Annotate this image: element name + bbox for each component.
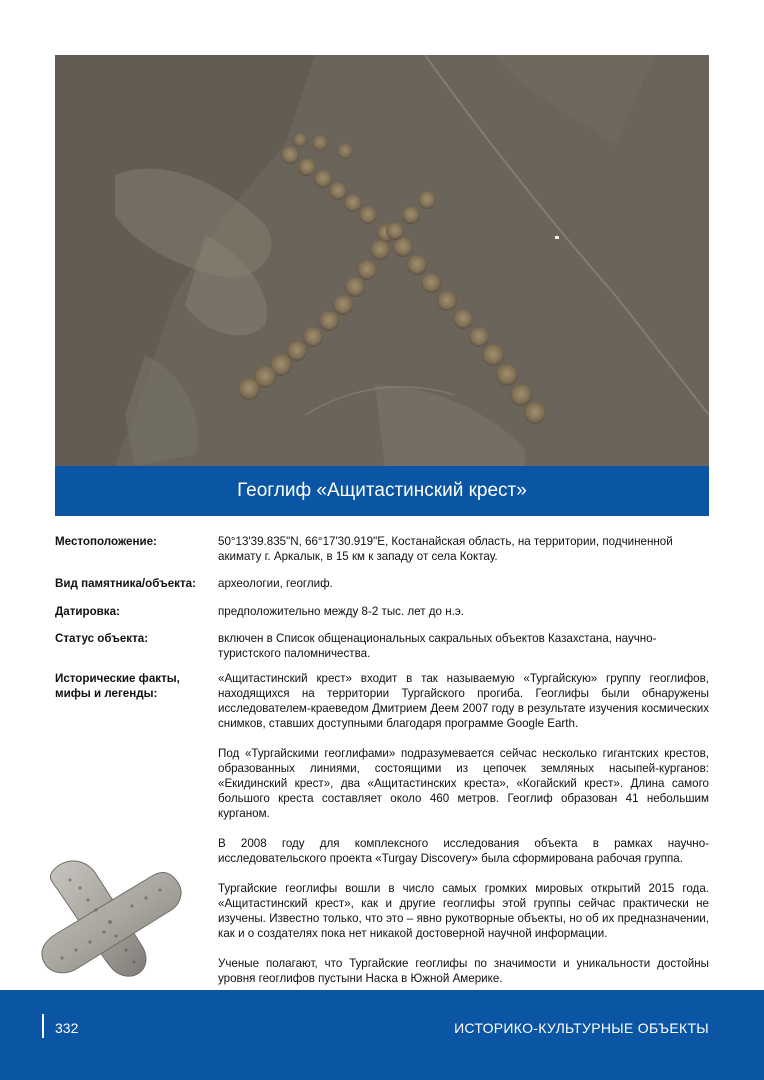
history-text [218,671,709,986]
history-paragraph: Под «Тургайскими геоглифами» подразумевается сейчас несколько гигантских крестов, образованных линиями, состоящими из цепочек земляных насыпей-курганов: «Екидинский крест», два «Ащитастинских креста», «Когайский крест». Длина самого большого креста составляет около 460 метров. Геоглиф образован 41 небольшим курганом. [218,747,709,820]
page-number: 332 [55,1020,79,1036]
geoglyph-aerial-image [55,55,709,466]
history-paragraph: Ученые полагают, что Тургайские геоглифы по значимости и уникальности достойны уровня геоглифов пустыни Наска в Южной Америке. [218,957,709,985]
footer [0,990,764,1080]
field-label: Вид памятника/объекта: [55,577,196,590]
field-value: 50°13'39.835"N, 66°17'30.919"E, Костанайская область, на территории, подчиненной акимату г. Аркалык, в 15 км к западу от села Коктау. [218,535,673,563]
field-label: Исторические факты, мифы и легенды: [55,672,180,700]
section-title: ИСТОРИКО-КУЛЬТУРНЫЕ ОБЪЕКТЫ [454,1020,709,1036]
history-paragraph: В 2008 году для комплексного исследования объекта в рамках научно-исследовательского проекта «Turgay Discovery» была сформирована рабочая группа. [218,837,709,865]
field-label: Местоположение: [55,535,157,548]
history-paragraph: «Ащитастинский крест» входит в так называемую «Тургайскую» группу геоглифов, находящихся на территории Тургайского прогиба. Геоглифы были обнаружены исследователем-краеведом Дмитрием Деем 2007 году в результате изучения космических снимков, ставших доступными благодаря программе Google Earth. [218,672,709,730]
stone-cross-icon [30,850,190,982]
field-value: предположительно между 8-2 тыс. лет до н.э. [218,605,464,618]
title-band [55,466,709,516]
field-value: археологии, геоглиф. [218,577,333,590]
history-paragraph: Тургайские геоглифы вошли в число самых громких мировых открытий 2015 года. «Ащитастинский крест», как и другие геоглифы этой группы сейчас практически не изучены. Известно только, что это – явно рукотворные объекты, но об их предназначении, как и о создателях пока нет никакой достоверной научной информации. [218,882,709,940]
aerial-photo [55,55,709,466]
field-label: Статус объекта: [55,632,149,645]
field-value: включен в Список общенациональных сакральных объектов Казахстана, научно-туристского паломничества. [218,632,657,660]
field-label: Датировка: [55,605,120,618]
footer-divider [42,1014,44,1038]
stone-cross-image [30,850,190,982]
page-title: Геоглиф «Ащитастинский крест» [237,480,527,501]
